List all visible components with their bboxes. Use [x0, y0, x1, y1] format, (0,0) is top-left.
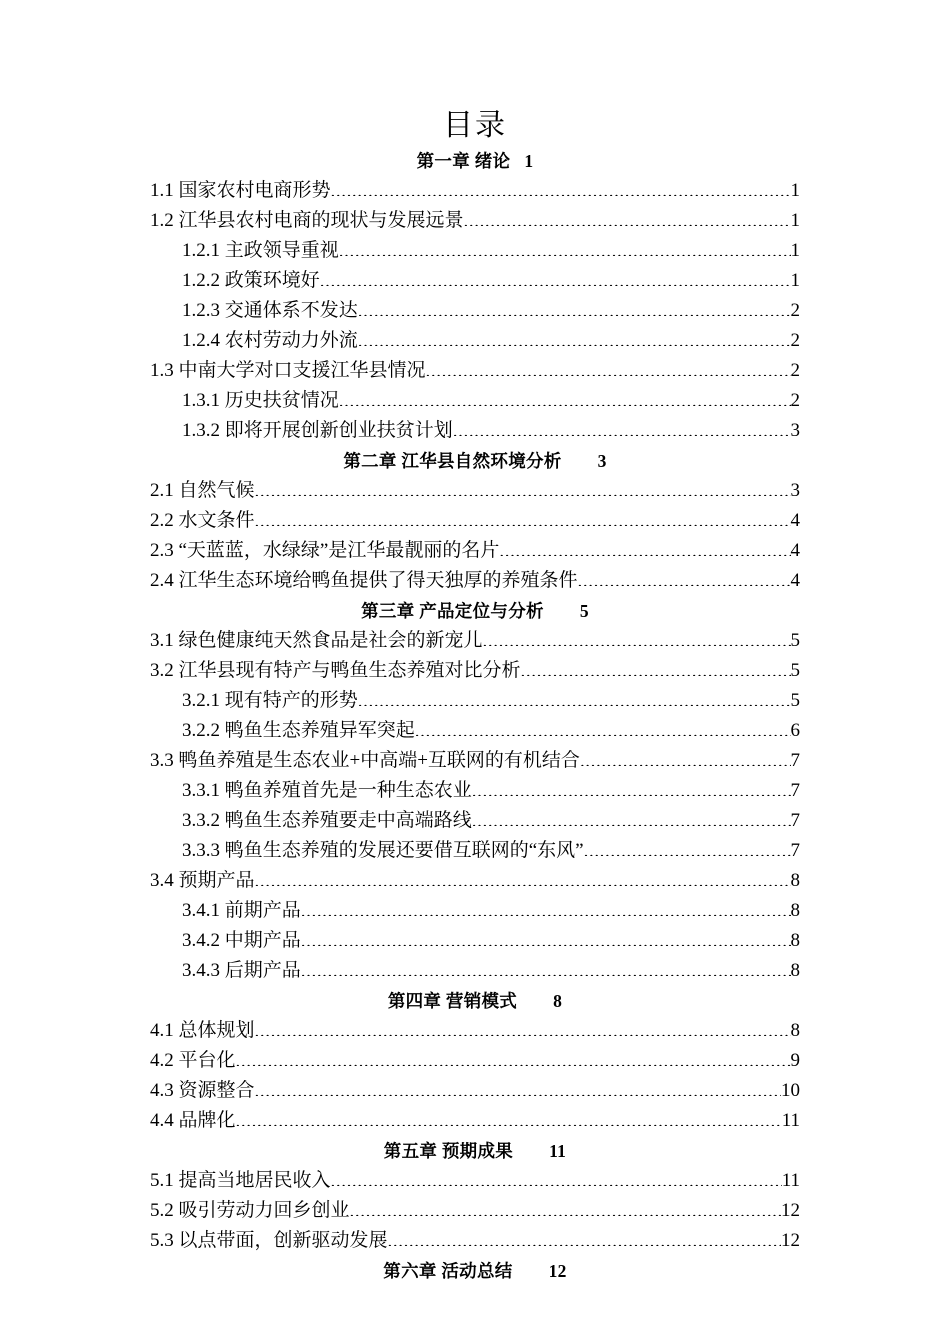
toc-dot-leader [358, 327, 791, 346]
toc-entry-page-number: 1 [790, 180, 800, 201]
toc-entry-page-number: 1 [790, 240, 800, 261]
toc-dot-leader [388, 1227, 781, 1246]
toc-entry-label: 4.4 品牌化 [150, 1110, 236, 1131]
toc-entry-row[interactable] [150, 206, 800, 236]
toc-entry-label: 1.2.1 主政领导重视 [182, 240, 339, 261]
toc-entry-page-number: 7 [790, 780, 800, 801]
toc-chapter-label: 第六章 活动总结 [383, 1261, 513, 1281]
toc-entry-row[interactable] [150, 1046, 800, 1076]
toc-entry-page-number: 12 [781, 1230, 800, 1251]
toc-entry-row[interactable] [150, 536, 800, 566]
toc-dot-leader [584, 837, 791, 856]
toc-entry-label: 1.3.2 即将开展创新创业扶贫计划 [182, 420, 453, 441]
toc-dot-leader [331, 177, 791, 196]
toc-entry-row[interactable] [150, 716, 800, 746]
toc-entry-row[interactable] [150, 836, 800, 866]
toc-entry-row[interactable] [150, 866, 800, 896]
toc-chapter-page-number: 1 [524, 151, 534, 171]
toc-entry-label: 1.2.4 农村劳动力外流 [182, 330, 358, 351]
toc-dot-leader [320, 267, 791, 286]
toc-entry-page-number: 3 [790, 480, 800, 501]
toc-dot-leader [358, 297, 791, 316]
toc-chapter-row[interactable] [150, 1136, 800, 1166]
toc-chapter-page-number: 5 [579, 601, 589, 621]
toc-entry-page-number: 7 [790, 810, 800, 831]
toc-entry-label: 2.3 “天蓝蓝，水绿绿”是江华最靓丽的名片 [150, 540, 500, 561]
toc-entry-page-number: 10 [781, 1080, 800, 1101]
toc-dot-leader [578, 567, 791, 586]
toc-chapter-row[interactable] [150, 1256, 800, 1286]
toc-dot-leader [426, 357, 791, 376]
toc-entry-page-number: 3 [790, 420, 800, 441]
toc-entry-page-number: 5 [790, 630, 800, 651]
toc-dot-leader [350, 1197, 781, 1216]
toc-entry-row[interactable] [150, 896, 800, 926]
toc-entry-label: 3.2.2 鸭鱼生态养殖异军突起 [182, 720, 415, 741]
toc-entry-row[interactable] [150, 326, 800, 356]
toc-entry-row[interactable] [150, 776, 800, 806]
toc-entry-page-number: 4 [790, 540, 800, 561]
toc-entry-page-number: 6 [790, 720, 800, 741]
table-of-contents [150, 146, 800, 1286]
toc-dot-leader [301, 927, 791, 946]
toc-entry-label: 1.2.2 政策环境好 [182, 270, 320, 291]
toc-entry-row[interactable] [150, 746, 800, 776]
toc-entry-page-number: 8 [790, 900, 800, 921]
toc-entry-row[interactable] [150, 1166, 800, 1196]
toc-chapter-row[interactable] [150, 986, 800, 1016]
toc-entry-row[interactable] [150, 1226, 800, 1256]
toc-chapter-label: 第三章 产品定位与分析 [361, 601, 544, 621]
toc-entry-row[interactable] [150, 686, 800, 716]
toc-entry-row[interactable] [150, 1106, 800, 1136]
toc-dot-leader [453, 417, 791, 436]
toc-entry-label: 1.3.1 历史扶贫情况 [182, 390, 339, 411]
toc-entry-row[interactable] [150, 656, 800, 686]
toc-entry-page-number: 4 [790, 510, 800, 531]
toc-entry-row[interactable] [150, 926, 800, 956]
toc-entry-page-number: 11 [781, 1170, 800, 1191]
toc-chapter-page-number: 11 [549, 1141, 567, 1161]
toc-entry-page-number: 1 [790, 270, 800, 291]
page-title: 目录 [443, 109, 507, 142]
toc-entry-page-number: 8 [790, 870, 800, 891]
toc-entry-row[interactable] [150, 566, 800, 596]
toc-entry-row[interactable] [150, 626, 800, 656]
toc-entry-label: 2.2 水文条件 [150, 510, 255, 531]
toc-entry-page-number: 2 [790, 330, 800, 351]
toc-entry-label: 3.2 江华县现有特产与鸭鱼生态养殖对比分析 [150, 660, 521, 681]
toc-dot-leader [255, 477, 791, 496]
toc-chapter-page-number: 12 [548, 1261, 567, 1281]
toc-entry-label: 3.4.3 后期产品 [182, 960, 301, 981]
toc-entry-page-number: 2 [790, 360, 800, 381]
toc-entry-row[interactable] [150, 476, 800, 506]
toc-dot-leader [255, 507, 791, 526]
toc-dot-leader [358, 687, 791, 706]
toc-dot-leader [415, 717, 791, 736]
toc-entry-row[interactable] [150, 386, 800, 416]
toc-entry-page-number: 8 [790, 1020, 800, 1041]
toc-chapter-label: 第五章 预期成果 [383, 1141, 514, 1161]
toc-entry-page-number: 8 [790, 930, 800, 951]
toc-entry-row[interactable] [150, 806, 800, 836]
toc-entry-label: 4.2 平台化 [150, 1050, 236, 1071]
toc-dot-leader [499, 537, 790, 556]
toc-dot-leader [464, 207, 791, 226]
toc-entry-page-number: 9 [790, 1050, 800, 1071]
toc-entry-row[interactable] [150, 956, 800, 986]
toc-entry-label: 3.1 绿色健康纯天然食品是社会的新宠儿 [150, 630, 483, 651]
toc-dot-leader [301, 897, 791, 916]
toc-entry-page-number: 5 [790, 690, 800, 711]
toc-dot-leader [472, 807, 791, 826]
toc-entry-page-number: 5 [790, 660, 800, 681]
toc-entry-label: 5.1 提高当地居民收入 [150, 1170, 331, 1191]
toc-entry-label: 1.1 国家农村电商形势 [150, 180, 331, 201]
toc-dot-leader [483, 627, 791, 646]
toc-dot-leader [301, 957, 791, 976]
toc-chapter-page-number: 3 [597, 451, 607, 471]
toc-entry-label: 3.4.1 前期产品 [182, 900, 301, 921]
toc-entry-row[interactable] [150, 1076, 800, 1106]
toc-entry-label: 5.3 以点带面，创新驱动发展 [150, 1230, 388, 1251]
toc-entry-page-number: 2 [790, 300, 800, 321]
toc-dot-leader [339, 237, 791, 256]
toc-entry-label: 4.1 总体规划 [150, 1020, 255, 1041]
toc-dot-leader [255, 867, 791, 886]
toc-entry-label: 1.3 中南大学对口支援江华县情况 [150, 360, 426, 381]
toc-entry-row[interactable] [150, 236, 800, 266]
toc-entry-row[interactable] [150, 1196, 800, 1226]
toc-entry-label: 3.3.2 鸭鱼生态养殖要走中高端路线 [182, 810, 472, 831]
toc-entry-page-number: 11 [781, 1110, 800, 1131]
toc-dot-leader [521, 657, 791, 676]
toc-entry-label: 3.3.3 鸭鱼生态养殖的发展还要借互联网的“东风” [182, 840, 584, 861]
toc-entry-label: 2.4 江华生态环境给鸭鱼提供了得天独厚的养殖条件 [150, 570, 578, 591]
toc-entry-page-number: 7 [790, 840, 800, 861]
toc-entry-label: 3.2.1 现有特产的形势 [182, 690, 358, 711]
toc-entry-row[interactable] [150, 416, 800, 446]
toc-entry-label: 2.1 自然气候 [150, 480, 255, 501]
toc-entry-row[interactable] [150, 296, 800, 326]
toc-chapter-row[interactable] [150, 446, 800, 476]
toc-dot-leader [472, 777, 791, 796]
toc-entry-page-number: 4 [790, 570, 800, 591]
toc-chapter-label: 第四章 营销模式 [387, 991, 518, 1011]
toc-dot-leader [331, 1167, 782, 1186]
toc-dot-leader [236, 1047, 791, 1066]
toc-entry-page-number: 8 [790, 960, 800, 981]
toc-entry-label: 3.4.2 中期产品 [182, 930, 301, 951]
toc-dot-leader [339, 387, 791, 406]
toc-entry-page-number: 12 [781, 1200, 800, 1221]
toc-entry-row[interactable] [150, 506, 800, 536]
toc-chapter-row[interactable] [150, 146, 800, 176]
toc-entry-row[interactable] [150, 356, 800, 386]
toc-entry-row[interactable] [150, 266, 800, 296]
toc-entry-page-number: 1 [790, 210, 800, 231]
toc-dot-leader [236, 1107, 782, 1126]
toc-entry-page-number: 7 [790, 750, 800, 771]
toc-entry-row[interactable] [150, 1016, 800, 1046]
toc-entry-label: 3.3 鸭鱼养殖是生态农业+中高端+互联网的有机结合 [150, 750, 580, 771]
toc-dot-leader [255, 1017, 791, 1036]
toc-entry-label: 1.2.3 交通体系不发达 [182, 300, 358, 321]
toc-entry-label: 4.3 资源整合 [150, 1080, 255, 1101]
toc-chapter-label: 第一章 绪论 [416, 151, 511, 171]
toc-entry-label: 5.2 吸引劳动力回乡创业 [150, 1200, 350, 1221]
toc-dot-leader [580, 747, 791, 766]
toc-chapter-page-number: 8 [553, 991, 563, 1011]
toc-entry-page-number: 2 [790, 390, 800, 411]
toc-entry-label: 1.2 江华县农村电商的现状与发展远景 [150, 210, 464, 231]
toc-entry-label: 3.4 预期产品 [150, 870, 255, 891]
toc-chapter-row[interactable] [150, 596, 800, 626]
toc-entry-label: 3.3.1 鸭鱼养殖首先是一种生态农业 [182, 780, 472, 801]
toc-dot-leader [255, 1077, 781, 1096]
toc-entry-row[interactable] [150, 176, 800, 206]
toc-chapter-label: 第二章 江华县自然环境分析 [343, 451, 562, 471]
